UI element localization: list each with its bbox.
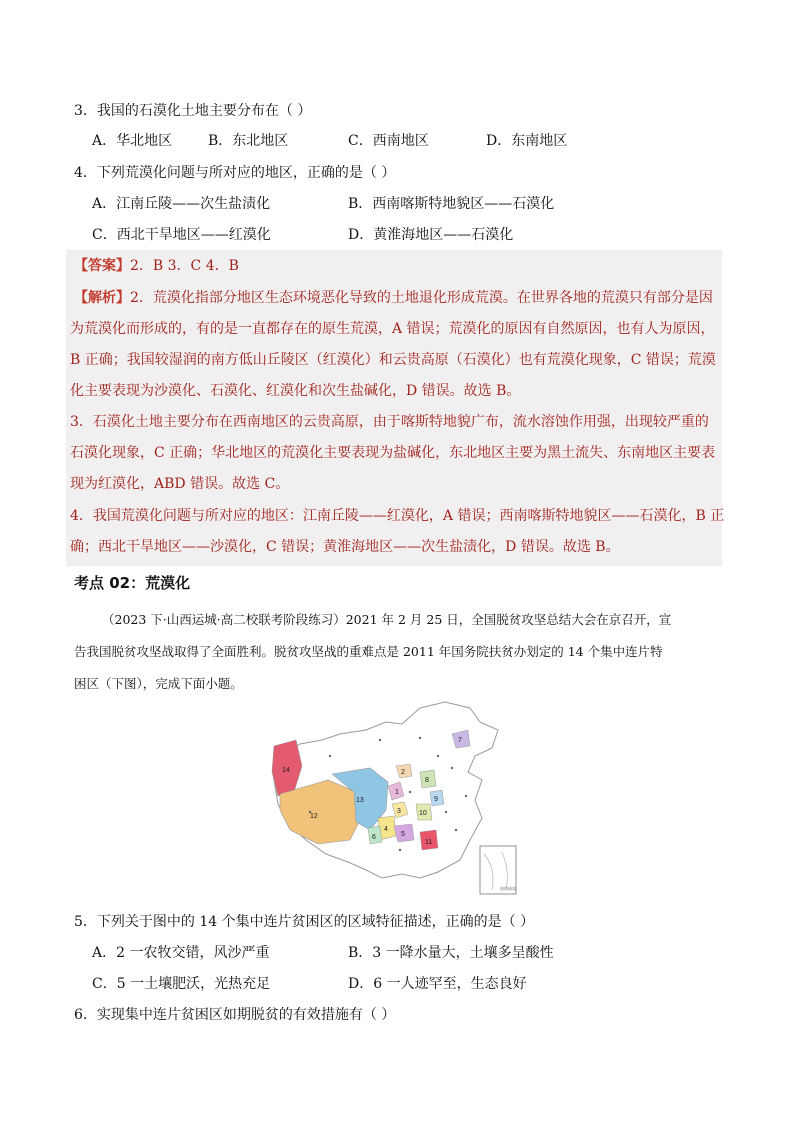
label-9: 9 [434,796,438,803]
q5-option-b: B．3 一降水量大，土壤多呈酸性 [348,945,554,961]
analysis-line-1 [74,288,713,308]
label-3: 3 [397,808,401,815]
passage-line-1: （2023 下·山西运城·高二校联考阶段练习）2021 年 2 月 25 日，全国脱贫攻坚总结大会在京召开，宣 [102,612,672,627]
analysis-line-9: 确；西北干旱地区——沙漠化，C 错误；黄淮海地区——次生盐渍化，D 错误。故选 B。 [70,539,620,555]
q4-stem: 4．下列荒漠化问题与所对应的地区，正确的是（ ） [74,165,396,181]
label-11: 11 [425,839,433,846]
q5-stem: 5．下列关于图中的 14 个集中连片贫困区的区域特征描述，正确的是（ ） [74,914,535,930]
label-6: 6 [372,834,376,841]
label-13: 13 [356,797,364,804]
q3-option-b: B．东北地区 [208,133,289,149]
answer-text: 2．B 3．C 4．B [130,258,239,274]
passage-line-2: 告我国脱贫攻坚战取得了全面胜利。脱贫攻坚战的重难点是 2011 年国务院扶贫办划定的 14 个集中连片特 [74,644,663,659]
q6-stem: 6．实现集中连片贫困区如期脱贫的有效措施有（ ） [74,1007,396,1023]
label-14: 14 [282,767,290,774]
label-5: 5 [401,831,405,838]
q5-option-a: A．2 一农牧交错，风沙严重 [92,945,270,961]
section-title: 考点 02：荒漠化 [74,574,191,592]
q4-option-b: B．西南喀斯特地貌区——石漠化 [348,196,555,212]
q3-option-c: C．西南地区 [348,133,429,149]
analysis-line-5: 3．石漠化土地主要分布在西南地区的云贵高原，由于喀斯特地貌广布，流水溶蚀作用强，出现较严重的 [70,414,709,430]
q4-option-d: D．黄淮海地区——石漠化 [348,227,514,243]
analysis-line-3: B 正确；我国较湿润的南方低山丘陵区（红漠化）和云贵高原（石漠化）也有荒漠化现象，C 错误；荒漠 [70,352,716,368]
label-10: 10 [419,810,427,817]
q5-option-d: D．6 一人迹罕至，生态良好 [348,976,527,992]
q3-stem: 3．我国的石漠化土地主要分布在（ ） [74,103,312,119]
analysis-text: 2．荒漠化指部分地区生态环境恶化导致的土地退化形成荒漠。在世界各地的荒漠只有部分是因 [130,290,713,306]
q3-option-d: D．东南地区 [486,133,568,149]
label-2: 2 [401,769,405,776]
q4-option-a: A．江南丘陵——次生盐渍化 [92,196,271,212]
analysis-label: 【解析】 [74,290,130,306]
analysis-line-7: 现为红漠化，ABD 错误。故选 C。 [70,476,290,492]
q4-option-c: C．西北干旱地区——红漠化 [92,227,271,243]
inset-label: 南海诸岛 [500,886,516,891]
analysis-line-4: 化主要表现为沙漠化、石漠化、红漠化和次生盐碱化，D 错误。故选 B。 [70,383,521,399]
answer-label: 【答案】 [74,258,130,274]
answer-line [74,256,239,276]
analysis-line-8: 4．我国荒漠化问题与所对应的地区：江南丘陵——红漠化，A 错误；西南喀斯特地貌区——石漠化，B 正 [70,508,725,524]
q3-option-a: A．华北地区 [92,133,173,149]
label-4: 4 [384,826,388,833]
label-1: 1 [395,789,399,796]
analysis-line-6: 石漠化现象，C 正确；华北地区的荒漠化主要表现为盐碱化，东北地区主要为黑土流失、东南地区主要表 [70,445,716,461]
analysis-line-2: 为荒漠化而形成的，有的是一直都存在的原生荒漠，A 错误；荒漠化的原因有自然原因，也有人为原因， [70,321,715,337]
label-12: 12 [310,813,318,820]
label-7: 7 [458,737,462,744]
label-8: 8 [425,777,429,784]
passage-line-3: 困区（下图），完成下面小题。 [74,676,243,691]
q5-option-c: C．5 一土壤肥沃，光热充足 [92,976,271,992]
china-poverty-areas-map [270,700,530,900]
